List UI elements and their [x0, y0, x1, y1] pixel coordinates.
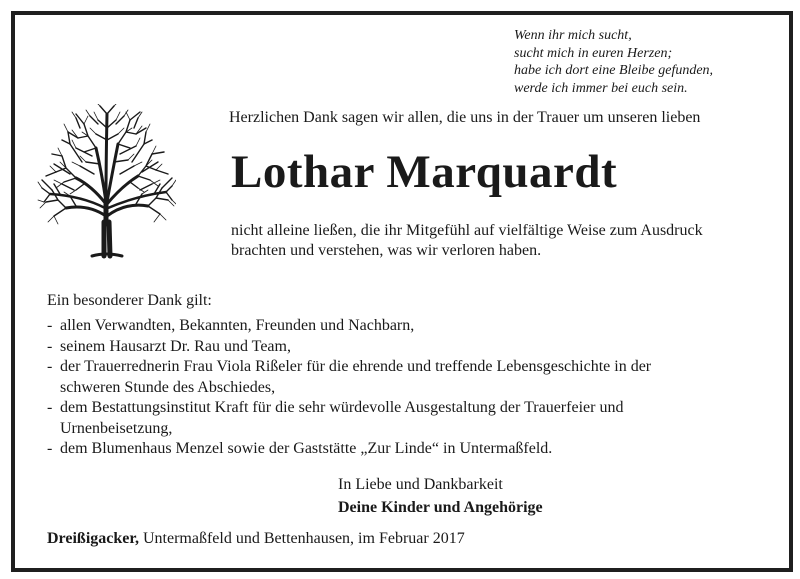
- list-item-text: der Trauerrednerin Frau Viola Rißeler für die ehrende und treffende Lebensgeschichte in der: [60, 358, 652, 375]
- list-dash: -: [47, 358, 53, 375]
- list-item: [47, 398, 651, 439]
- list-dash: -: [47, 399, 53, 416]
- list-item-text: allen Verwandten, Bekannten, Freunden und Nachbarn,: [60, 317, 415, 334]
- thanks-line: brachten und verstehen, was wir verloren haben.: [231, 242, 542, 259]
- list-item: [47, 357, 651, 398]
- list-dash: -: [47, 317, 53, 334]
- list-item: [47, 337, 651, 358]
- footer-place: Dreißigacker,: [47, 530, 139, 547]
- list-item-text: schweren Stunde des Abschiedes,: [60, 378, 276, 396]
- poem-line: habe ich dort eine Bleibe gefunden,: [514, 63, 714, 78]
- deceased-name: Lothar Marquardt: [231, 146, 618, 198]
- list-item-text: dem Bestattungsinstitut Kraft für die sehr würdevolle Ausgestaltung der Trauerfeier und: [60, 399, 624, 416]
- thanks-intro: Herzlichen Dank sagen wir allen, die uns in der Trauer um unseren lieben: [229, 109, 701, 126]
- special-thanks-list: [47, 316, 651, 460]
- bare-tree-icon: [36, 104, 176, 262]
- closing-line: In Liebe und Dankbarkeit: [338, 476, 503, 493]
- thanks-line: nicht alleine ließen, die ihr Mitgefühl auf vielfältige Weise zum Ausdruck: [231, 222, 703, 239]
- list-item-text: Urnenbeisetzung,: [60, 419, 173, 437]
- poem-line: Wenn ihr mich sucht,: [514, 28, 632, 43]
- footer-rest: Untermaßfeld und Bettenhausen, im Februar 2017: [139, 530, 465, 547]
- thanks-text: [231, 221, 703, 261]
- list-item: [47, 439, 651, 460]
- list-dash: -: [47, 440, 53, 457]
- signature: Deine Kinder und Angehörige: [338, 499, 543, 516]
- list-item-text: dem Blumenhaus Menzel sowie der Gaststätte „Zur Linde“ in Untermaßfeld.: [60, 440, 553, 457]
- closing: [338, 473, 543, 519]
- poem-line: sucht mich in euren Herzen;: [514, 45, 673, 61]
- special-thanks-title: Ein besonderer Dank gilt:: [47, 292, 212, 309]
- poem: [514, 27, 713, 97]
- list-item-text: seinem Hausarzt Dr. Rau und Team,: [60, 337, 291, 355]
- list-dash: -: [47, 337, 53, 355]
- place-date-footer: [47, 530, 465, 548]
- poem-line: werde ich immer bei euch sein.: [514, 80, 688, 96]
- list-item: [47, 316, 651, 337]
